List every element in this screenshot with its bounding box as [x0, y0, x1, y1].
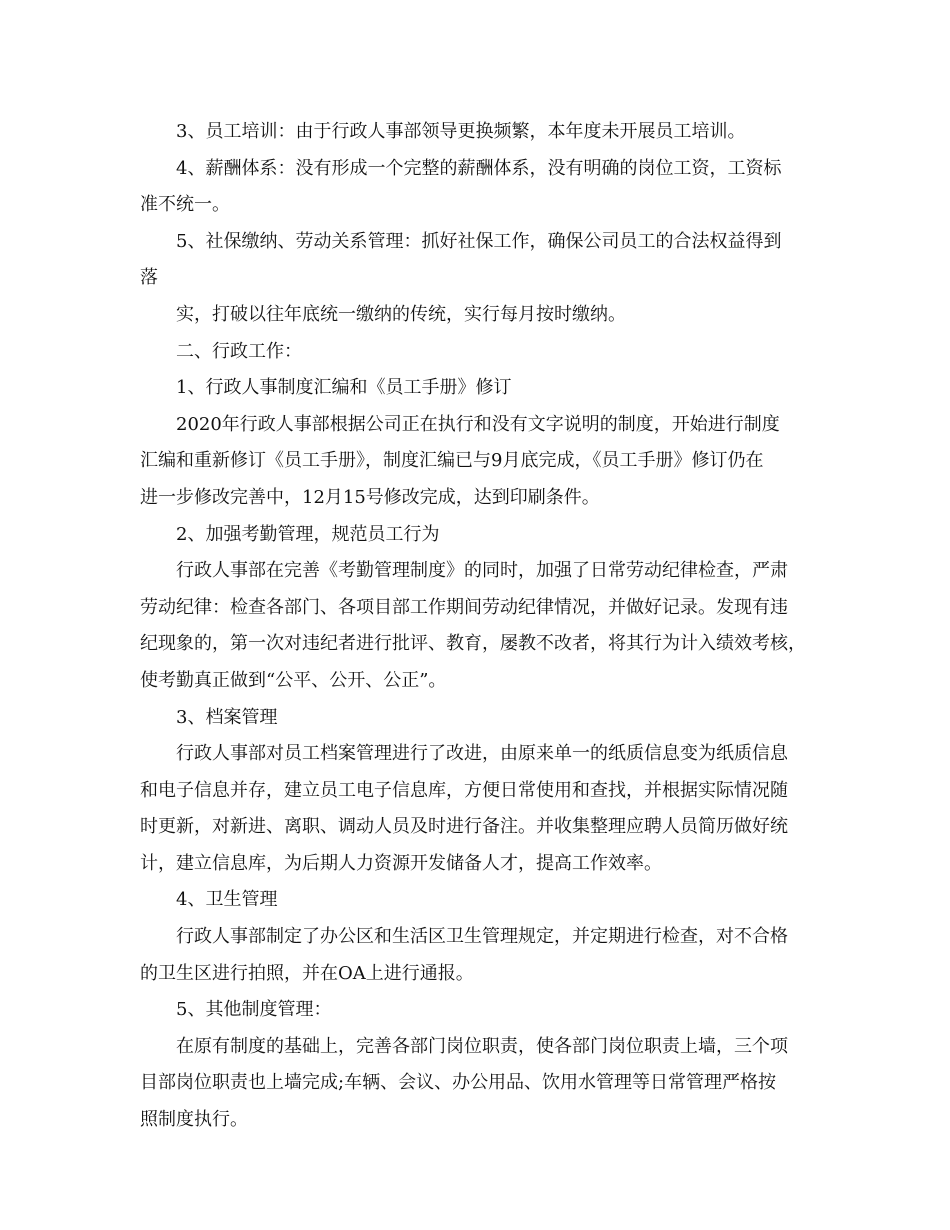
paragraph-line: 照制度执行。 [140, 1109, 248, 1131]
paragraph-line: 汇编和重新修订《员工手册》，制度汇编已与9月底完成，《员工手册》修订仍在 [140, 450, 764, 472]
paragraph-line: 进一步修改完善中，12月15号修改完成，达到印刷条件。 [140, 486, 600, 508]
subsection-heading: 4、卫生管理 [176, 889, 278, 911]
subsection-heading: 1、行政人事制度汇编和《员工手册》修订 [176, 377, 512, 399]
paragraph-line: 5、社保缴纳、劳动关系管理：抓好社保工作，确保公司员工的合法权益得到 [176, 230, 782, 252]
paragraph-line: 行政人事部对员工档案管理进行了改进，由原来单一的纸质信息变为纸质信息 [176, 743, 788, 765]
document-body [140, 114, 820, 1139]
paragraph-line: 劳动纪律：检查各部门、各项目部工作期间劳动纪律情况，并做好记录。发现有违 [140, 596, 788, 618]
paragraph-line: 在原有制度的基础上，完善各部门岗位职责，使各部门岗位职责上墙，三个项 [176, 1035, 788, 1057]
paragraph-line: 计，建立信息库，为后期人力资源开发储备人才，提高工作效率。 [140, 852, 662, 874]
paragraph-line: 4、薪酬体系：没有形成一个完整的薪酬体系，没有明确的岗位工资，工资标 [176, 157, 782, 179]
paragraph-line: 2020年行政人事部根据公司正在执行和没有文字说明的制度，开始进行制度 [176, 413, 780, 435]
paragraph-line: 时更新，对新进、离职、调动人员及时进行备注。并收集整理应聘人员简历做好统 [140, 816, 788, 838]
paragraph-line: 准不统一。 [140, 194, 230, 216]
paragraph-line: 行政人事部在完善《考勤管理制度》的同时，加强了日常劳动纪律检查，严肃 [176, 560, 788, 582]
subsection-heading: 2、加强考勤管理，规范员工行为 [176, 523, 440, 545]
paragraph-line: 和电子信息并存，建立员工电子信息库，方便日常使用和查找，并根据实际情况随 [140, 779, 788, 801]
paragraph-line: 3、员工培训：由于行政人事部领导更换频繁，本年度未开展员工培训。 [176, 121, 746, 142]
section-heading: 二、行政工作： [176, 340, 302, 362]
paragraph-line: 的卫生区进行拍照，并在OA上进行通报。 [140, 962, 474, 984]
paragraph-line: 实，打破以往年底统一缴纳的传统，实行每月按时缴纳。 [176, 303, 626, 325]
paragraph-line: 使考勤真正做到“公平、公开、公正”。 [140, 669, 447, 691]
subsection-heading: 3、档案管理 [176, 706, 278, 728]
subsection-heading: 5、其他制度管理： [176, 999, 332, 1021]
paragraph-line: 行政人事部制定了办公区和生活区卫生管理规定，并定期进行检查，对不合格 [176, 926, 788, 948]
paragraph-line: 目部岗位职责也上墙完成;车辆、会议、办公用品、饮用水管理等日常管理严格按 [140, 1072, 777, 1094]
paragraph-line: 落 [140, 267, 158, 289]
paragraph-line: 纪现象的，第一次对违纪者进行批评、教育，屡教不改者，将其行为计入绩效考核， [140, 633, 806, 655]
